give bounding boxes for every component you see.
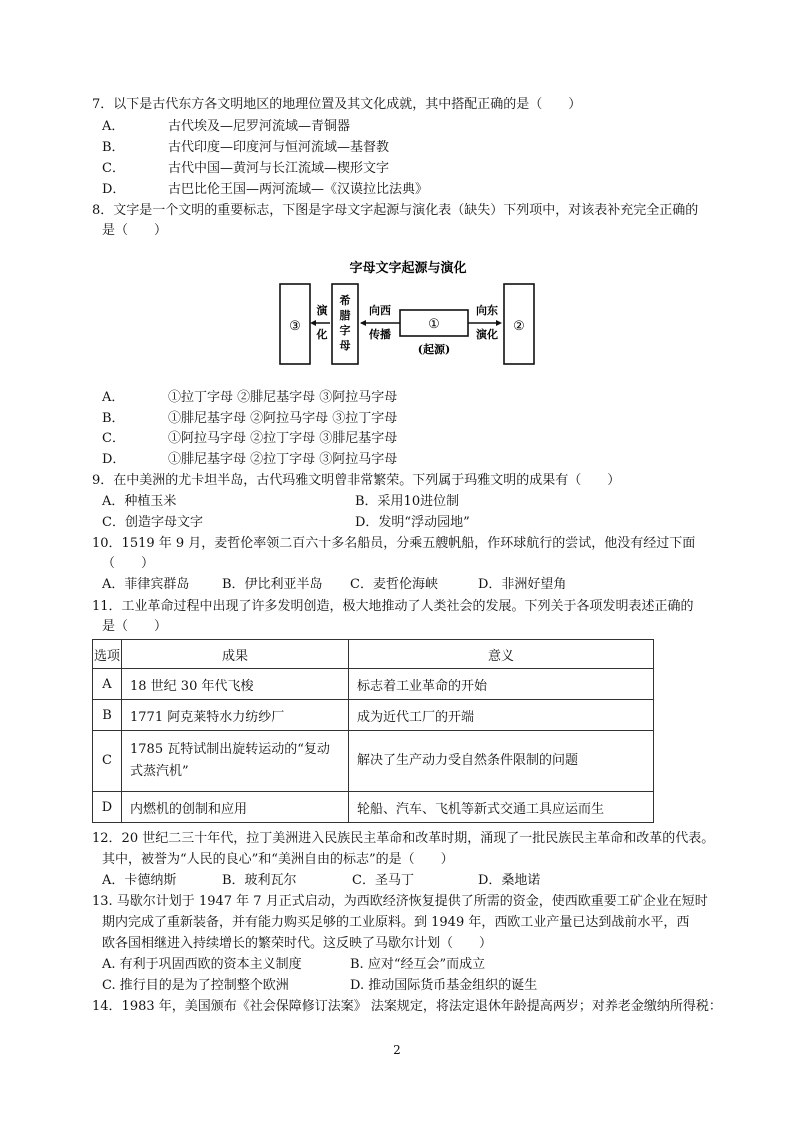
q14-stem: 14．1983 年，美国颁布《社会保障修订法案》 法案规定，将法定退休年龄提高两岁；对养老金缴纳所得税： (92, 999, 722, 1014)
east-label-2: 演化 (476, 328, 498, 341)
table-row (93, 731, 654, 792)
q7-option-d-text: 古巴比伦王国—两河流域—《汉谟拉比法典》 (168, 182, 429, 197)
q9-option-c: C．创造字母文字 (102, 515, 203, 530)
q7-option-b-label: B． (102, 140, 125, 155)
q10-stem: 10．1519 年 9 月，麦哲伦率领二百六十多名船员，分乘五艘帆船，作环球航行的尝试，他没有经过下面 (92, 536, 696, 551)
table-header-meaning: 意义 (349, 640, 654, 669)
q8-option-b-label: B． (102, 411, 125, 426)
q10-option-a: A．菲律宾群岛 (102, 577, 190, 592)
inventions-table (92, 639, 654, 823)
page-number: 2 (393, 1043, 401, 1057)
box-2-label: ② (513, 319, 525, 334)
q7-option-c-text: 古代中国—黄河与长江流域—楔形文字 (168, 161, 390, 176)
evolve-left-1: 演 (316, 304, 328, 317)
q8-option-c-label: C． (102, 431, 125, 446)
row-d-result: 内燃机的创制和应用 (122, 792, 349, 823)
q12-option-a: A．卡德纳斯 (102, 873, 177, 888)
table-row (93, 700, 654, 731)
q13-option-a: A. 有利于巩固西欧的资本主义制度 (102, 957, 302, 972)
row-d-meaning: 轮船、汽车、飞机等新式交通工具应运而生 (349, 792, 654, 823)
q7-option-a-text: 古代埃及—尼罗河流域—青铜器 (168, 119, 351, 134)
arrow-head-left-1 (310, 320, 316, 326)
row-b-result: 1771 阿克莱特水力纺纱厂 (122, 700, 349, 731)
q13-line-2: 期内完成了重新装备，并有能力购买足够的工业原料。到 1949 年，西欧工业产量已达到战前水平，西 (102, 915, 690, 930)
box-3-label: ③ (289, 319, 301, 334)
row-b-meaning: 成为近代工厂的开端 (349, 700, 654, 731)
alphabet-origin-diagram (270, 252, 546, 368)
arrow-head-left-2 (360, 320, 366, 326)
q13-line-1: 13. 马歇尔计划于 1947 年 7 月正式启动，为西欧经济恢复提供了所需的资金，使西欧重要工矿企业在短时 (92, 894, 708, 909)
row-c-option: C (93, 731, 122, 792)
q12-stem: 12．20 世纪二三十年代，拉丁美洲进入民族民主革命和改革时期，涌现了一批民族民主革命和改革的代表。 (92, 831, 715, 846)
row-c-meaning: 解决了生产动力受自然条件限制的问题 (349, 731, 654, 792)
table-row (93, 669, 654, 700)
q12-option-d: D．桑地诺 (478, 873, 541, 888)
q8-stem: 8．文字是一个文明的重要标志，下图是字母文字起源与演化表（缺失）下列项中，对该表补充完全正确的 (92, 203, 699, 218)
arrow-head-right (496, 320, 502, 326)
q8-stem-cont: 是（ ） (102, 223, 168, 238)
west-label-2: 传播 (369, 328, 391, 341)
greek-char-1: 希 (339, 294, 351, 307)
q9-option-b: B．采用10进位制 (355, 494, 460, 509)
row-d-option: D (93, 792, 122, 823)
q11-stem-cont: 是（ ） (102, 619, 168, 634)
table-header-option: 选项 (93, 640, 122, 669)
q7-option-b-text: 古代印度—印度河与恒河流域—基督教 (168, 140, 390, 155)
q7-option-a-label: A． (102, 119, 125, 134)
q12-stem-cont: 其中，被誉为“人民的良心”和“美洲自由的标志”的是（ ） (102, 852, 454, 867)
west-label-1: 向西 (369, 304, 391, 317)
q7-option-d-label: D． (102, 182, 126, 197)
row-b-option: B (93, 700, 122, 731)
table-header-result: 成果 (122, 640, 349, 669)
q11-stem: 11．工业革命过程中出现了许多发明创造，极大地推动了人类社会的发展。下列关于各项发明表述正确的 (92, 599, 694, 614)
q13-option-d: D. 推动国际货币基金组织的诞生 (350, 978, 538, 993)
q12-option-c: C．圣马丁 (352, 873, 414, 888)
greek-char-2: 腊 (339, 309, 351, 322)
east-label-1: 向东 (476, 304, 498, 317)
row-c-result-line-2: 式蒸汽机” (130, 764, 189, 779)
q8-option-d-label: D． (102, 452, 126, 467)
origin-label: (起源) (417, 343, 451, 356)
row-a-meaning: 标志着工业革命的开始 (349, 669, 654, 700)
q9-option-a: A．种植玉米 (102, 494, 177, 509)
q12-option-b: B．玻利瓦尔 (222, 873, 297, 888)
q9-stem: 9．在中美洲的尤卡坦半岛，古代玛雅文明曾非常繁荣。下列属于玛雅文明的成果有（ ） (92, 473, 621, 488)
q13-option-b: B. 应对“经互会”而成立 (350, 957, 486, 972)
greek-char-4: 母 (339, 339, 351, 352)
q8-option-a-label: A． (102, 390, 125, 405)
q8-option-c-text: ①阿拉马字母 ②拉丁字母 ③腓尼基字母 (168, 431, 398, 446)
box-1-label: ① (428, 317, 440, 332)
table-row (93, 792, 654, 823)
q13-option-c: C. 推行目的是为了控制整个欧洲 (102, 978, 289, 993)
q10-option-d: D．非洲好望角 (478, 577, 567, 592)
row-a-option: A (93, 669, 122, 700)
row-a-result: 18 世纪 30 年代飞梭 (122, 669, 349, 700)
evolve-left-2: 化 (316, 328, 328, 341)
row-c-result-line-1: 1785 瓦特试制出旋转运动的“复动 (130, 742, 330, 757)
q10-stem-cont: （ ） (102, 556, 155, 571)
table-header-row (93, 640, 654, 669)
q8-option-d-text: ①腓尼基字母 ②拉丁字母 ③阿拉马字母 (168, 452, 398, 467)
q8-option-a-text: ①拉丁字母 ②腓尼基字母 ③阿拉马字母 (168, 390, 398, 405)
q10-option-b: B．伊比利亚半岛 (222, 577, 323, 592)
q13-line-3: 欧各国相继进入持续增长的繁荣时代。这反映了马歇尔计划（ ） (102, 936, 493, 951)
greek-char-3: 字 (339, 324, 351, 337)
diagram-title: 字母文字起源与演化 (349, 261, 467, 276)
row-c-result (122, 731, 349, 792)
q7-option-c-label: C． (102, 161, 125, 176)
q9-option-d: D．发明“浮动园地” (355, 515, 470, 530)
q10-option-c: C．麦哲伦海峡 (350, 577, 438, 592)
q7-stem: 7．以下是古代东方各文明地区的地理位置及其文化成就，其中搭配正确的是（ ） (92, 97, 582, 112)
q8-option-b-text: ①腓尼基字母 ②阿拉马字母 ③拉丁字母 (168, 411, 398, 426)
